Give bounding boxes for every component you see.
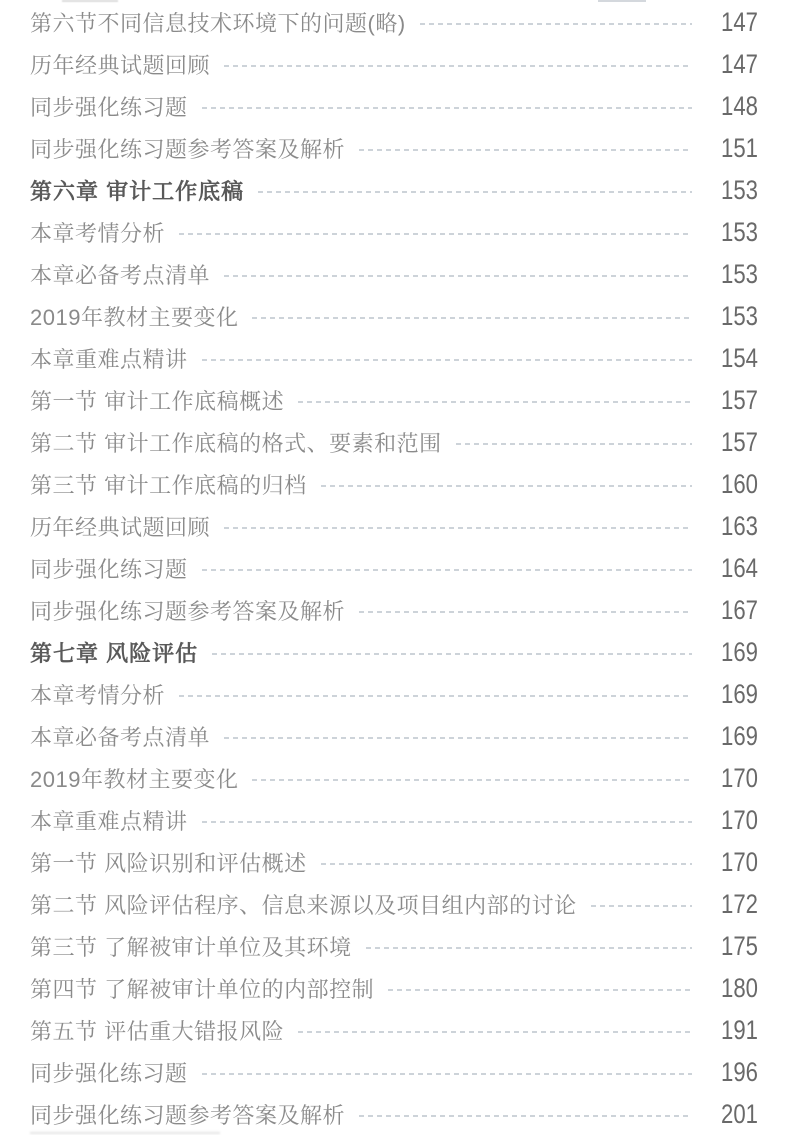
dotted-leader bbox=[179, 695, 692, 697]
toc-row bbox=[30, 505, 758, 547]
dotted-leader bbox=[252, 317, 692, 319]
toc-page-number: 175 bbox=[721, 930, 758, 961]
toc-page-number: 153 bbox=[721, 258, 758, 289]
toc-row bbox=[30, 673, 758, 715]
toc-entry-title: 2019年教材主要变化 bbox=[30, 304, 239, 330]
dotted-leader bbox=[202, 821, 692, 823]
toc-row bbox=[30, 757, 758, 799]
toc-entry-title: 同步强化练习题参考答案及解析 bbox=[30, 136, 346, 162]
toc-chapter-title: 第六章 审计工作底稿 bbox=[30, 178, 245, 204]
toc-page-number: 167 bbox=[721, 594, 758, 625]
toc-row bbox=[30, 1, 758, 43]
dotted-leader bbox=[212, 653, 692, 655]
toc-entry-title: 第二节 审计工作底稿的格式、要素和范围 bbox=[30, 430, 442, 456]
dotted-leader bbox=[388, 989, 692, 991]
toc-page-number: 164 bbox=[721, 552, 758, 583]
dotted-leader bbox=[224, 737, 692, 739]
toc-row bbox=[30, 547, 758, 589]
toc-row bbox=[30, 1009, 758, 1051]
toc-page-number: 157 bbox=[721, 384, 758, 415]
dotted-leader bbox=[224, 527, 692, 529]
toc-row bbox=[30, 589, 758, 631]
toc-page-number: 163 bbox=[721, 510, 758, 541]
toc-row bbox=[30, 85, 758, 127]
dotted-leader bbox=[321, 863, 692, 865]
dotted-leader bbox=[359, 1115, 692, 1117]
toc-page-number: 148 bbox=[721, 90, 758, 121]
toc-page-number: 151 bbox=[721, 132, 758, 163]
toc-entry-title: 本章必备考点清单 bbox=[30, 724, 211, 750]
toc-entry-title: 同步强化练习题 bbox=[30, 94, 188, 120]
toc-page-number: 153 bbox=[721, 216, 758, 247]
toc-row bbox=[30, 1093, 758, 1135]
toc-entry-title: 第五节 评估重大错报风险 bbox=[30, 1018, 285, 1044]
toc-row bbox=[30, 295, 758, 337]
toc-entry-title: 第三节 了解被审计单位及其环境 bbox=[30, 934, 352, 960]
toc-page-number: 172 bbox=[721, 888, 758, 919]
toc-page-number: 154 bbox=[721, 342, 758, 373]
toc-row-chapter bbox=[30, 169, 758, 211]
toc-entry-title: 第四节 了解被审计单位的内部控制 bbox=[30, 976, 375, 1002]
dotted-leader bbox=[252, 779, 692, 781]
dotted-leader bbox=[359, 149, 692, 151]
toc-entry-title: 同步强化练习题参考答案及解析 bbox=[30, 598, 346, 624]
dotted-leader bbox=[366, 947, 692, 949]
dotted-leader bbox=[321, 485, 692, 487]
toc-row bbox=[30, 211, 758, 253]
toc-page-number: 170 bbox=[721, 762, 758, 793]
toc-page-number: 196 bbox=[721, 1056, 758, 1087]
toc-row bbox=[30, 253, 758, 295]
dotted-leader bbox=[202, 569, 692, 571]
toc-entry-title: 第一节 审计工作底稿概述 bbox=[30, 388, 285, 414]
dotted-leader bbox=[298, 401, 692, 403]
toc-entry-title: 历年经典试题回顾 bbox=[30, 52, 211, 78]
toc-entry-title: 第一节 风险识别和评估概述 bbox=[30, 850, 307, 876]
toc-entry-title: 同步强化练习题参考答案及解析 bbox=[30, 1102, 346, 1128]
dotted-leader bbox=[202, 107, 692, 109]
dotted-leader bbox=[179, 233, 692, 235]
toc-page-number: 169 bbox=[721, 636, 758, 667]
toc-row bbox=[30, 337, 758, 379]
toc-row bbox=[30, 127, 758, 169]
dotted-leader bbox=[456, 443, 692, 445]
toc-entry-title: 第三节 审计工作底稿的归档 bbox=[30, 472, 307, 498]
toc-entry-title: 本章必备考点清单 bbox=[30, 262, 211, 288]
toc-entry-title: 同步强化练习题 bbox=[30, 556, 188, 582]
dotted-leader bbox=[298, 1031, 692, 1033]
toc-page-number: 169 bbox=[721, 720, 758, 751]
dotted-leader bbox=[359, 611, 692, 613]
toc-entry-title: 第六节不同信息技术环境下的问题(略) bbox=[30, 10, 406, 36]
toc-entry-title: 同步强化练习题 bbox=[30, 1060, 188, 1086]
toc-row bbox=[30, 883, 758, 925]
toc-row bbox=[30, 967, 758, 1009]
toc-page-number: 191 bbox=[721, 1014, 758, 1045]
toc-row bbox=[30, 1051, 758, 1093]
dotted-leader bbox=[224, 275, 692, 277]
toc-row bbox=[30, 463, 758, 505]
toc-chapter-title: 第七章 风险评估 bbox=[30, 640, 199, 666]
toc-page-number: 153 bbox=[721, 300, 758, 331]
toc-page-number: 147 bbox=[721, 6, 758, 37]
toc-page-number: 180 bbox=[721, 972, 758, 1003]
toc-entry-title: 第二节 风险评估程序、信息来源以及项目组内部的讨论 bbox=[30, 892, 577, 918]
toc-page-number: 153 bbox=[721, 174, 758, 205]
toc-page-number: 147 bbox=[721, 48, 758, 79]
toc-row bbox=[30, 799, 758, 841]
toc-entry-title: 历年经典试题回顾 bbox=[30, 514, 211, 540]
toc-page-number: 160 bbox=[721, 468, 758, 499]
toc-page-number: 169 bbox=[721, 678, 758, 709]
dotted-leader bbox=[224, 65, 692, 67]
toc-row bbox=[30, 421, 758, 463]
toc-row bbox=[30, 925, 758, 967]
toc-entry-title: 本章重难点精讲 bbox=[30, 346, 188, 372]
dotted-leader bbox=[202, 1073, 692, 1075]
toc-entry-title: 本章重难点精讲 bbox=[30, 808, 188, 834]
dotted-leader bbox=[258, 191, 692, 193]
dotted-leader bbox=[420, 23, 692, 25]
toc-entry-title: 本章考情分析 bbox=[30, 682, 166, 708]
dotted-leader bbox=[591, 905, 692, 907]
toc-row bbox=[30, 379, 758, 421]
toc-entry-title: 2019年教材主要变化 bbox=[30, 766, 239, 792]
toc-row bbox=[30, 841, 758, 883]
toc-page-number: 170 bbox=[721, 804, 758, 835]
toc-page-number: 170 bbox=[721, 846, 758, 877]
toc-row bbox=[30, 43, 758, 85]
dotted-leader bbox=[202, 359, 692, 361]
toc-page-number: 201 bbox=[721, 1098, 758, 1129]
toc-entry-title: 本章考情分析 bbox=[30, 220, 166, 246]
toc-row bbox=[30, 715, 758, 757]
toc-page-number: 157 bbox=[721, 426, 758, 457]
toc-row-chapter bbox=[30, 631, 758, 673]
